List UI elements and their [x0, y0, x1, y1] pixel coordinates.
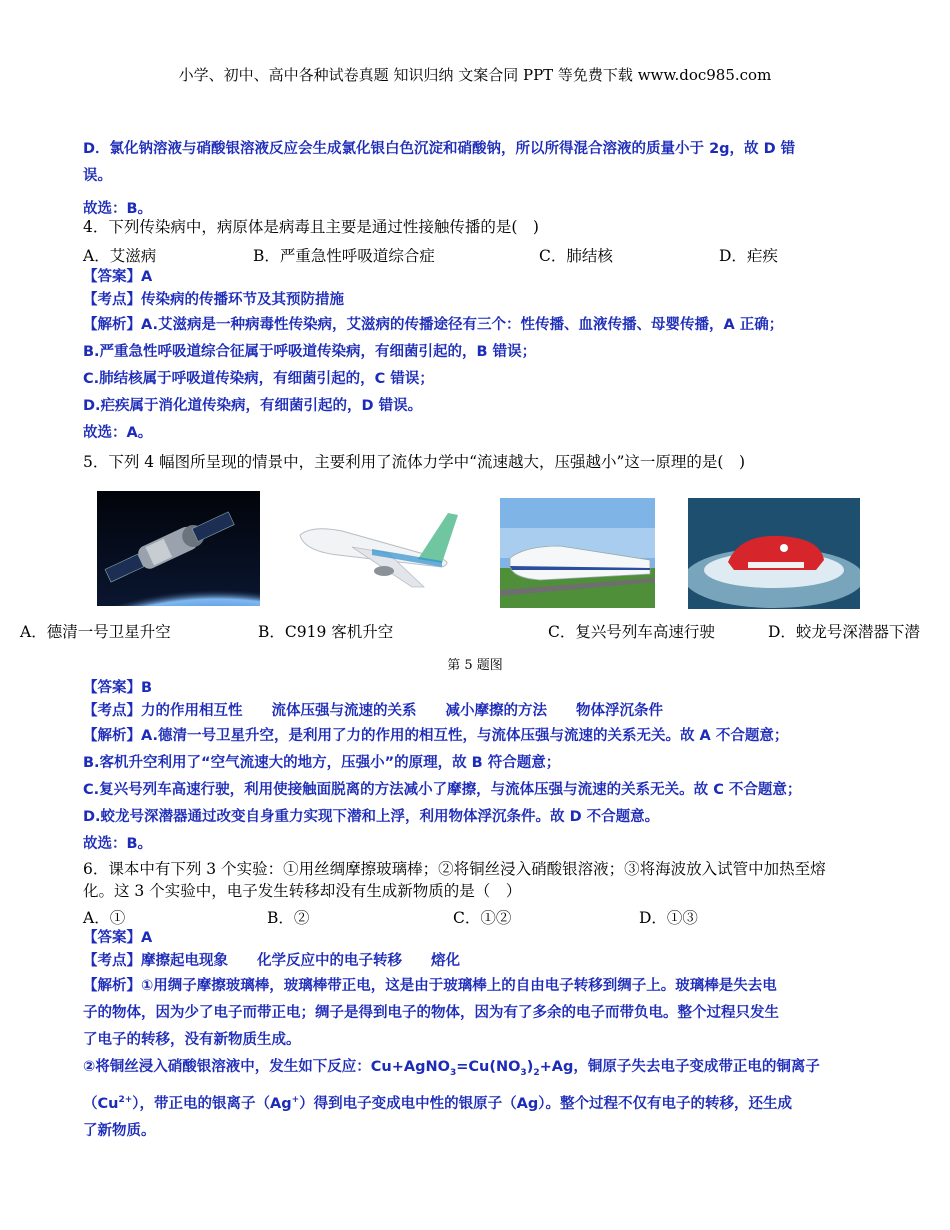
q5-analysis-d: D.蛟龙号深潜器通过改变自身重力实现下潜和上浮，利用物体浮沉条件。故 D 不合题意。: [83, 809, 660, 825]
q6-option-c: C．①②: [453, 909, 512, 927]
q5-analysis-c: C.复兴号列车高速行驶，利用使接触面脱离的方法减小了摩擦，与流体压强与流速的关系无关。故 C 不合题意；: [83, 782, 802, 798]
q6-point: 【考点】摩擦起电现象 化学反应中的电子转移 熔化: [83, 953, 460, 969]
q3-analysis-d: [83, 136, 873, 223]
q4-answer: 【答案】A: [83, 269, 153, 285]
q6-solution: [83, 925, 873, 1145]
q5-stem: 5．下列 4 幅图所呈现的情景中，主要利用了流体力学中“流速越大，压强越小”这一原理的是( ): [83, 453, 746, 471]
submersible-image: [688, 498, 860, 609]
q4-stem: 4．下列传染病中，病原体是病毒且主要是通过性接触传播的是( ): [83, 218, 539, 236]
page-header: 小学、初中、高中各种试卷真题 知识归纳 文案合同 PPT 等免费下载 www.doc985.com: [178, 66, 772, 84]
q5-answer: 【答案】B: [83, 680, 153, 696]
q5-caption-a: A．德清一号卫星升空: [20, 623, 171, 641]
q6-option-b: B．②: [267, 909, 310, 927]
q4-option-b: B．严重急性呼吸道综合症: [253, 247, 435, 265]
satellite-image: [97, 491, 260, 606]
q4-choose: 故选：A。: [83, 425, 153, 441]
q5-caption-b: B．C919 客机升空: [258, 623, 394, 641]
q4-analysis-d: D.疟疾属于消化道传染病，有细菌引起的，D 错误。: [83, 398, 423, 414]
q5-solution: [83, 675, 873, 858]
q6-answer: 【答案】A: [83, 930, 153, 946]
q6-analysis-1-line2: 子的物体，因为少了电子而带正电；绸子是得到电子的物体，因为有了多余的电子而带负电。整个过程只发生: [83, 1005, 779, 1021]
q6-analysis-1-line3: 了电子的转移，没有新物质生成。: [83, 1032, 301, 1048]
q6-stem-line2: 化。这 3 个实验中，电子发生转移却没有生成新物质的是（ ）: [83, 882, 522, 900]
q6-option-a: A．①: [83, 909, 126, 927]
airplane-image: [292, 497, 464, 602]
q5-analysis-a: 【解析】A.德清一号卫星升空，是利用了力的作用的相互性，与流体压强与流速的关系无关。故 A 不合题意；: [83, 728, 789, 744]
q6-analysis-2-line2: $(Cu^{2+})$，带正电的银离子（Ag+）得到电子变成电中性的银原子（Ag）。整个过程不仅有电子的转移，还生成: [83, 1094, 793, 1112]
q3-choose: 故选：B。: [83, 201, 153, 217]
q3-line1: D．氯化钠溶液与硝酸银溶液反应会生成氯化银白色沉淀和硝酸钠，所以所得混合溶液的质量小于 2g，故 D 错: [83, 141, 796, 157]
q5-caption-d: D．蛟龙号深潜器下潜: [768, 623, 920, 641]
q4-option-a: A．艾滋病: [83, 247, 157, 265]
q4-option-d: D．疟疾: [719, 247, 778, 265]
q4-solution: [83, 264, 873, 447]
q5-analysis-b: B.客机升空利用了“空气流速大的地方，压强小”的原理，故 B 符合题意；: [83, 755, 561, 771]
q4-option-c: C．肺结核: [539, 247, 613, 265]
q4-analysis-b: B.严重急性呼吸道综合征属于呼吸道传染病，有细菌引起的，B 错误；: [83, 344, 537, 360]
q6-analysis-1-line1: 【解析】①用绸子摩擦玻璃棒，玻璃棒带正电，这是由于玻璃棒上的自由电子转移到绸子上。玻璃棒是失去电: [83, 978, 777, 994]
q5-choose: 故选：B。: [83, 836, 153, 852]
q3-line2: 误。: [83, 168, 112, 184]
q4-point: 【考点】传染病的传播环节及其预防措施: [83, 292, 344, 308]
q6-stem: [83, 856, 873, 905]
q6-option-d: D．①③: [639, 909, 698, 927]
train-image: [500, 498, 655, 608]
q4-analysis-c: C.肺结核属于呼吸道传染病，有细菌引起的，C 错误；: [83, 371, 434, 387]
figure-label: 第 5 题图: [447, 658, 503, 673]
q4-analysis-a: 【解析】A.艾滋病是一种病毒性传染病，艾滋病的传播途径有三个：性传播、血液传播、母婴传播，A 正确；: [83, 317, 784, 333]
q5-caption-c: C．复兴号列车高速行驶: [548, 623, 715, 641]
q5-point: 【考点】力的作用相互性 流体压强与流速的关系 减小摩擦的方法 物体浮沉条件: [83, 703, 663, 719]
q6-stem-line1: 6．课本中有下列 3 个实验：①用丝绸摩擦玻璃棒；②将铜丝浸入硝酸银溶液；③将海波放入试管中加热至熔: [83, 860, 826, 878]
q6-analysis-2-line3: 了新物质。: [83, 1122, 156, 1139]
q6-analysis-2-line1: ②将铜丝浸入硝酸银溶液中，发生如下反应：$Cu+AgNO_3=Cu(NO_3)_2+Ag$，铜原子失去电子变成带正电的铜离子: [83, 1059, 820, 1078]
